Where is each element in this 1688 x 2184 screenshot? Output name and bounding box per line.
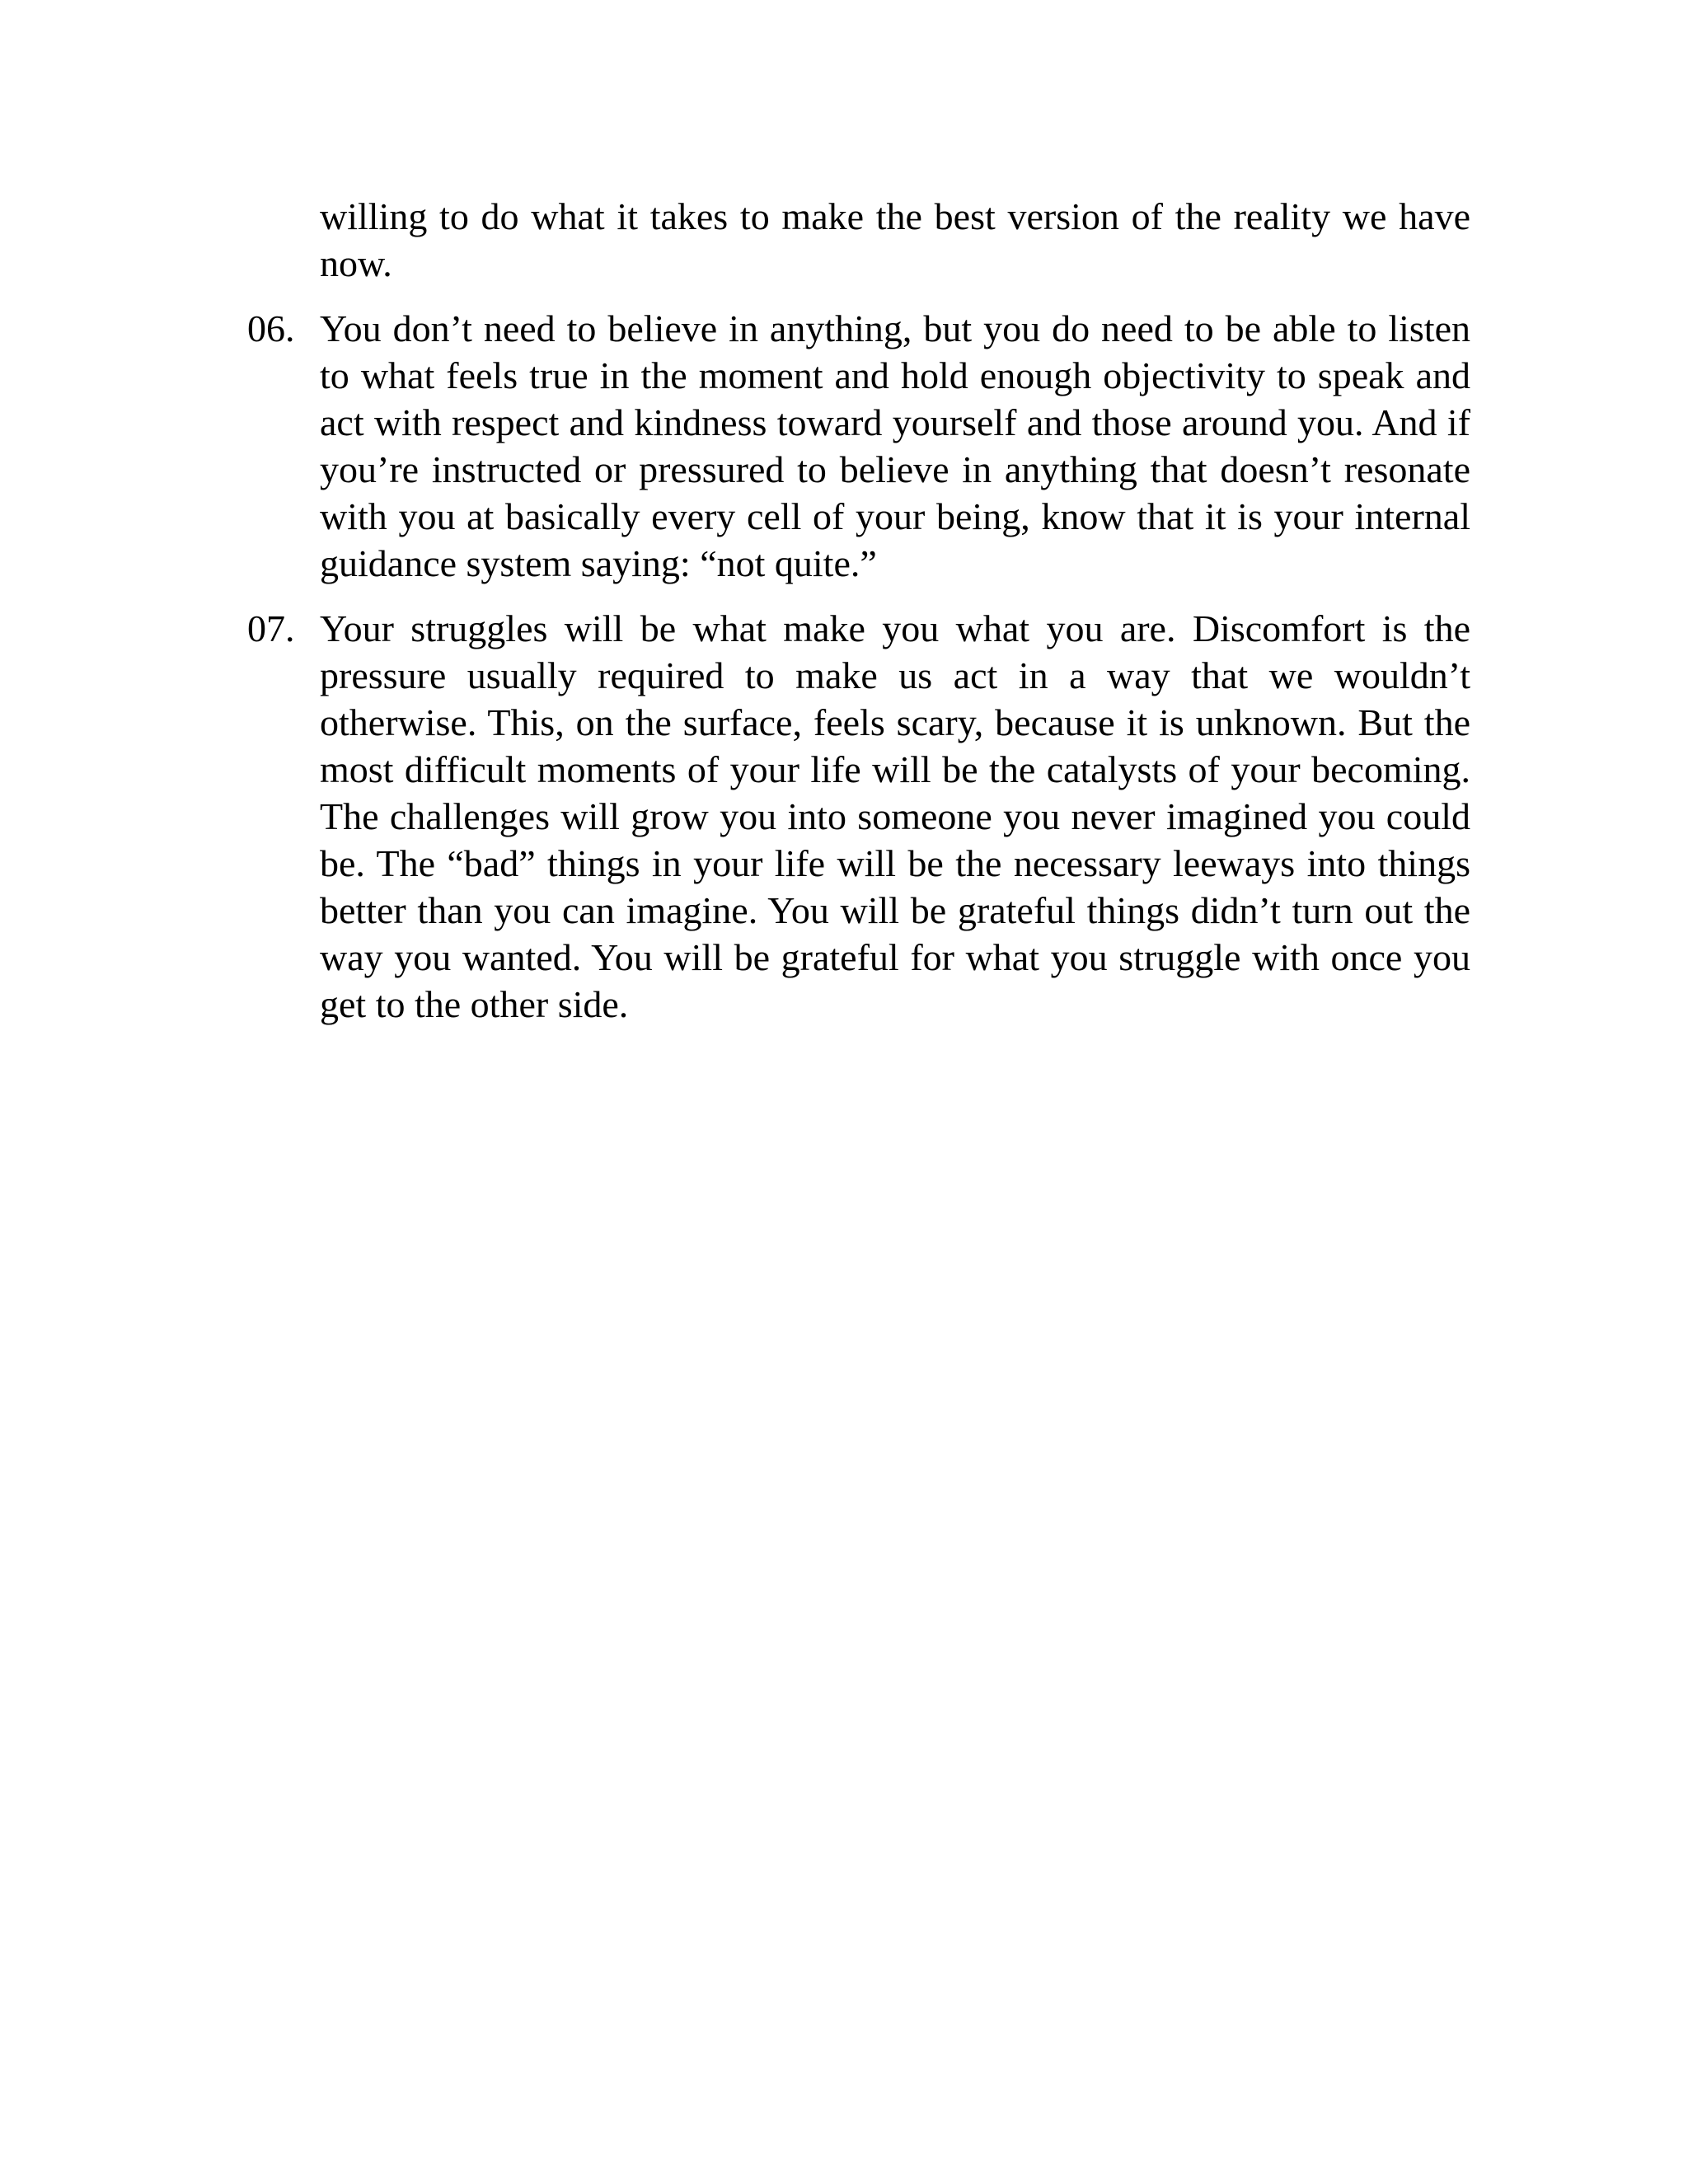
document-body <box>247 193 1470 1046</box>
list-item-number: 06. <box>247 307 295 349</box>
list-item-text: Your struggles will be what make you what you are. Discomfort is the pressure usually required to make us act in a way that we wouldn’t otherwise. This, on the surface, feels scary, because it is unknown. But the most difficult moments of your life will be the catalysts of your becoming. The challenges will grow you into someone you never imagined you could be. The “bad” things in your life will be the necessary leeways into things better than you can imagine. You will be grateful things didn’t turn out the way you wanted. You will be grateful for what you struggle with once you get to the other side. <box>320 607 1470 1025</box>
list-item-07 <box>247 605 1470 1028</box>
list-item-06 <box>247 305 1470 587</box>
list-item-text: You don’t need to believe in anything, but you do need to be able to listen to what feels true in the moment and hold enough objectivity to speak and act with respect and kindness toward yourself and those around you. And if you’re instructed or pressured to believe in anything that doesn’t resonate with you at basically every cell of your being, know that it is your internal guidance system saying: “not quite.” <box>320 307 1470 584</box>
continued-paragraph: willing to do what it takes to make the best version of the reality we have now. <box>320 195 1470 284</box>
list-item-number: 07. <box>247 607 295 649</box>
